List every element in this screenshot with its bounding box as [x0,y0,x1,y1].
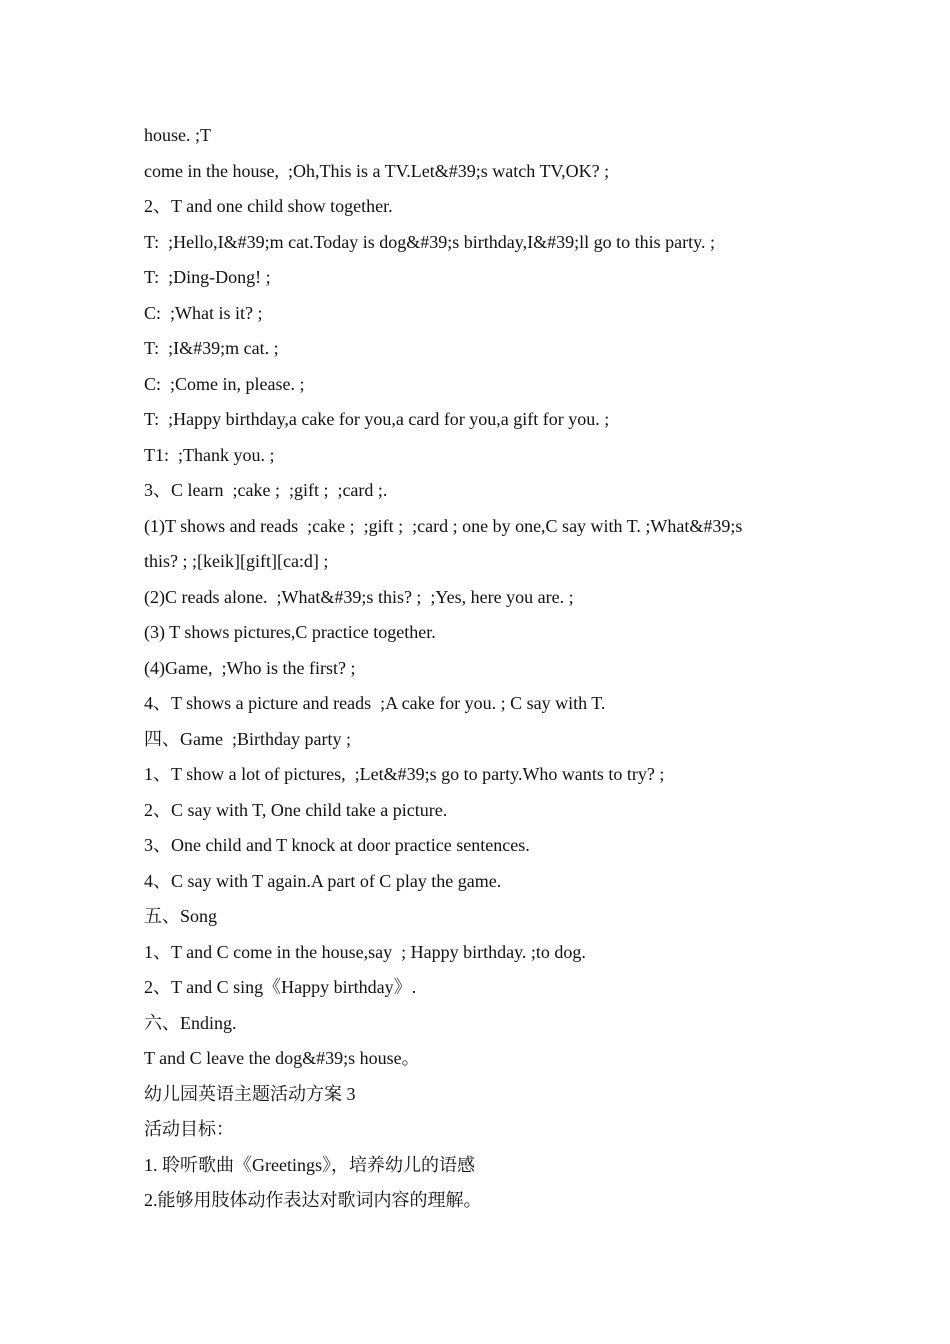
text-line: 4、T shows a picture and reads ;A cake for you. ; C say with T. [144,693,606,713]
text-line: this? ; ;[keik][gift][ca:d] ; [144,551,329,571]
text-line: 2、T and one child show together. [144,196,393,216]
section-heading: 四、Game ;Birthday party ; [144,728,351,749]
text-line: T: ;Happy birthday,a cake for you,a card for you,a gift for you. ; [144,409,610,429]
text-line: 4、C say with T again.A part of C play the game. [144,870,502,891]
text-line: (1)T shows and reads ;cake ; ;gift ; ;card ; one by one,C say with T. ;What&#39;s [144,515,743,536]
text-line: 1. 聆听歌曲《Greetings》，培养幼儿的语感 [144,1154,475,1175]
text-line: 3、One child and T knock at door practice sentences. [144,835,530,855]
text-line: 2、C say with T, One child take a picture. [144,799,448,820]
text-line: (2)C reads alone. ;What&#39;s this? ; ;Yes, here you are. ; [144,586,574,607]
document-body [144,118,824,1219]
section-heading: 六、Ending. [144,1012,237,1033]
document-title: 幼儿园英语主题活动方案 3 [144,1083,356,1104]
text-line: (3) T shows pictures,C practice together. [144,622,436,642]
text-line: T: ;Hello,I&#39;m cat.Today is dog&#39;s birthday,I&#39;ll go to this party. ; [144,231,715,252]
text-line: house. ;T [144,125,211,145]
text-line: 2.能够用肢体动作表达对歌词内容的理解。 [144,1190,482,1210]
text-line: T: ;I&#39;m cat. ; [144,338,279,358]
text-line: T1: ;Thank you. ; [144,444,275,465]
text-line: (4)Game, ;Who is the first? ; [144,657,356,678]
section-heading: 五、Song [144,906,218,926]
text-line: 1、T and C come in the house,say ; Happy birthday. ;to dog. [144,941,586,962]
text-line: T and C leave the dog&#39;s house。 [144,1048,420,1068]
text-line: C: ;Come in, please. ; [144,373,305,394]
text-line: 1、T show a lot of pictures, ;Let&#39;s go to party.Who wants to try? ; [144,764,665,784]
text-line: T: ;Ding-Dong! ; [144,267,271,287]
text-line: C: ;What is it? ; [144,302,263,323]
text-line: 2、T and C sing《Happy birthday》. [144,977,417,997]
text-line: 3、C learn ;cake ; ;gift ; ;card ;. [144,480,388,500]
section-heading: 活动目标： [144,1119,234,1139]
text-line: come in the house, ;Oh,This is a TV.Let&#39;s watch TV,OK? ; [144,160,610,181]
